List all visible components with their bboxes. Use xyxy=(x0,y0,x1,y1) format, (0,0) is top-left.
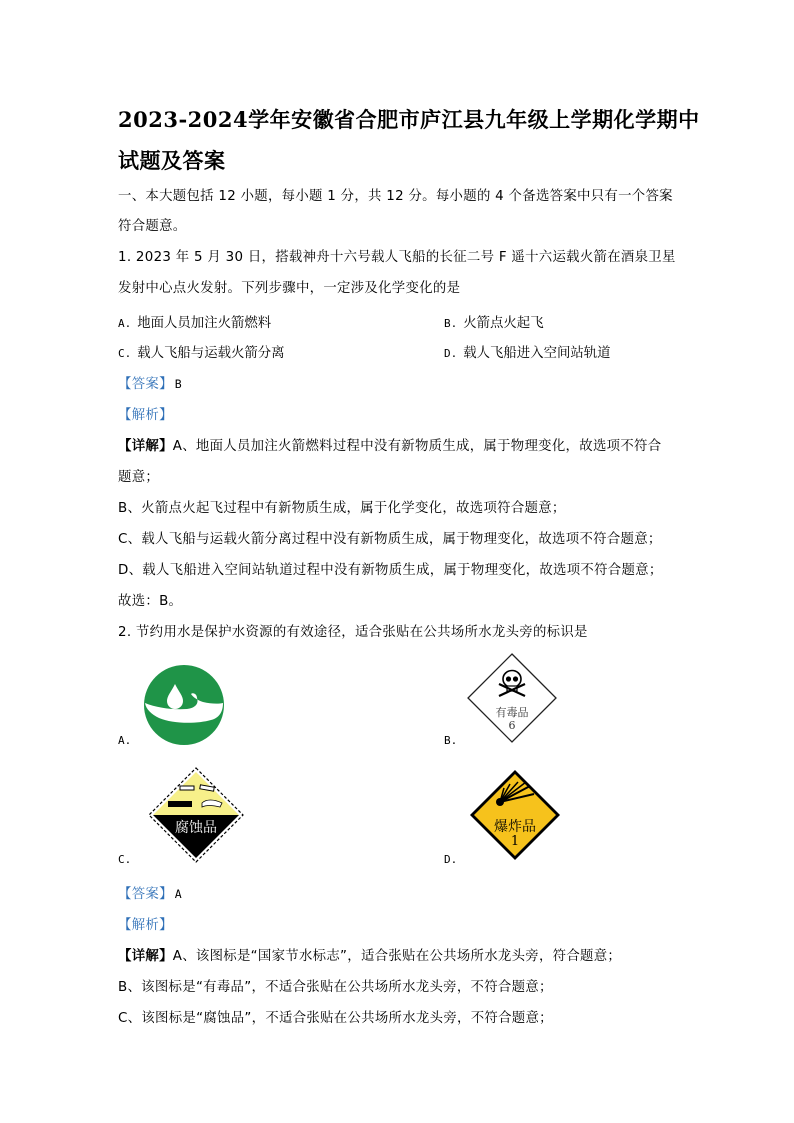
detail-text: A、该图标是“国家节水标志”，适合张贴在公共场所水龙头旁，符合题意； xyxy=(172,949,622,964)
q1-option-a xyxy=(118,312,271,331)
section-instruction-line1: 一、本大题包括 12 小题，每小题 1 分，共 12 分。每小题的 4 个备选答案中只有一个答案 xyxy=(118,189,673,204)
q2-answer xyxy=(118,883,182,902)
q2-option-b-label: B. xyxy=(444,734,458,747)
detail-tag: 【详解】 xyxy=(118,949,173,964)
q2-analysis xyxy=(118,914,173,933)
option-label: D. xyxy=(444,347,458,360)
toxic-sign-text: 有毒品 xyxy=(495,706,529,719)
q1-detail-line2: 题意； xyxy=(118,470,160,485)
document-title-line2: 试题及答案 xyxy=(118,148,226,173)
analysis-tag: 【解析】 xyxy=(118,408,173,423)
q1-option-b xyxy=(444,312,544,331)
explosive-sign-text: 爆炸品 xyxy=(494,819,536,835)
explosive-sign-number: 1 xyxy=(510,834,520,849)
analysis-tag: 【解析】 xyxy=(118,918,173,933)
q1-option-d xyxy=(444,342,611,361)
q1-detail-line3: B、火箭点火起飞过程中有新物质生成，属于化学变化，故选项符合题意； xyxy=(118,501,566,516)
option-text: 载人飞船进入空间站轨道 xyxy=(463,346,611,361)
q2-option-c-label: C. xyxy=(118,853,132,866)
q1-stem-line2: 发射中心点火发射。下列步骤中，一定涉及化学变化的是 xyxy=(118,281,461,296)
option-label: A. xyxy=(118,317,132,330)
q1-analysis xyxy=(118,404,173,423)
corrosive-sign-text: 腐蚀品 xyxy=(175,820,217,836)
q1-detail-line1 xyxy=(118,435,661,454)
option-text: 火箭点火起飞 xyxy=(463,316,544,331)
answer-tag: 【答案】 xyxy=(118,887,173,902)
water-saving-icon xyxy=(143,664,225,746)
detail-tag: 【详解】 xyxy=(118,439,173,454)
option-text: 地面人员加注火箭燃料 xyxy=(137,316,272,331)
q1-answer xyxy=(118,373,182,392)
q2-option-a-label: A. xyxy=(118,734,132,747)
section-instruction-line2: 符合题意。 xyxy=(118,219,187,234)
q2-option-d-label: D. xyxy=(444,853,458,866)
toxic-substance-icon xyxy=(466,652,558,744)
q1-detail-line5: D、载人飞船进入空间站轨道过程中没有新物质生成，属于物理变化，故选项不符合题意； xyxy=(118,563,663,578)
option-label: C. xyxy=(118,347,132,360)
document-title-line1: 2023-2024学年安徽省合肥市庐江县九年级上学期化学期中 xyxy=(118,107,700,132)
q1-detail-line6: 故选：B。 xyxy=(118,594,183,609)
q2-detail-line2: B、该图标是“有毒品”，不适合张贴在公共场所水龙头旁，不符合题意； xyxy=(118,980,553,995)
q2-stem: 2. 节约用水是保护水资源的有效途径，适合张贴在公共场所水龙头旁的标识是 xyxy=(118,625,588,640)
q2-detail-line1 xyxy=(118,945,621,964)
corrosive-substance-icon xyxy=(146,765,246,865)
explosive-substance-icon xyxy=(468,768,562,862)
option-label: B. xyxy=(444,317,458,330)
q2-detail-line3: C、该图标是“腐蚀品”，不适合张贴在公共场所水龙头旁，不符合题意； xyxy=(118,1011,553,1026)
q1-stem-line1: 1. 2023 年 5 月 30 日，搭载神舟十六号载人飞船的长征二号 F 遥十六运载火箭在酒泉卫星 xyxy=(118,250,676,265)
toxic-sign-number: 6 xyxy=(508,719,516,732)
q1-detail-line4: C、载人飞船与运载火箭分离过程中没有新物质生成，属于物理变化，故选项不符合题意； xyxy=(118,532,662,547)
answer-value: A xyxy=(174,887,182,901)
q1-option-c xyxy=(118,342,285,361)
answer-tag: 【答案】 xyxy=(118,377,173,392)
detail-text: A、地面人员加注火箭燃料过程中没有新物质生成，属于物理变化，故选项不符合 xyxy=(172,439,662,454)
answer-value: B xyxy=(174,377,182,391)
option-text: 载人飞船与运载火箭分离 xyxy=(137,346,285,361)
